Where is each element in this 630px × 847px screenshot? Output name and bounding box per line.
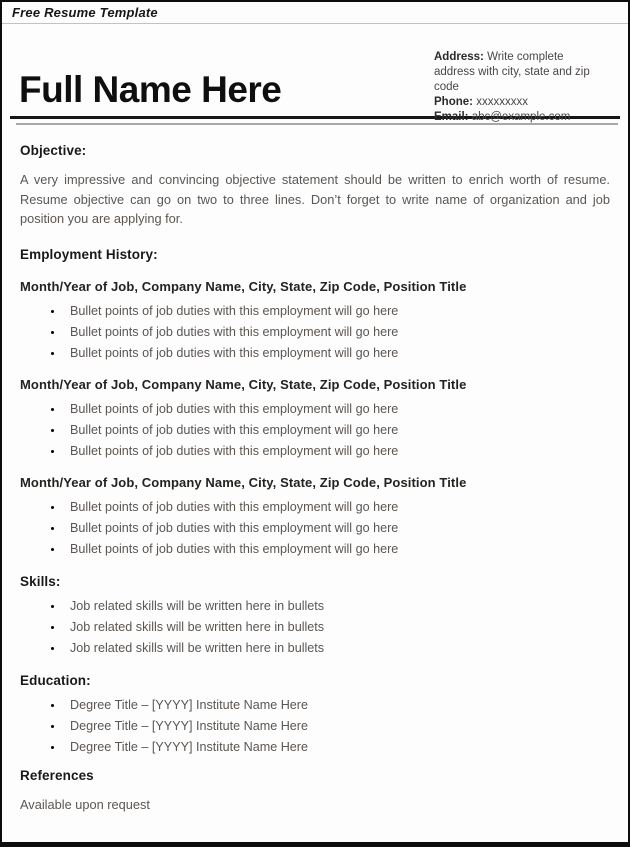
education-heading: Education: bbox=[20, 672, 91, 688]
job-duty-item: • Bullet points of job duties with this employment will go here bbox=[64, 444, 610, 458]
employment-history-heading: Employment History: bbox=[20, 246, 158, 262]
address-label: Address: bbox=[434, 51, 484, 63]
job-entry bbox=[20, 377, 610, 458]
phone-label: Phone: bbox=[434, 96, 473, 108]
job-entry bbox=[20, 475, 610, 556]
skill-item: • Job related skills will be written here in bullets bbox=[64, 620, 610, 634]
job-title: Month/Year of Job, Company Name, City, State, Zip Code, Position Title bbox=[20, 376, 467, 392]
education-item: • Degree Title – [YYYY] Institute Name Here bbox=[64, 740, 610, 754]
job-duty-item: • Bullet points of job duties with this employment will go here bbox=[64, 521, 610, 535]
references-text: Available upon request bbox=[20, 796, 150, 812]
resume-header bbox=[2, 24, 628, 123]
job-duties-list bbox=[20, 304, 610, 360]
full-name-title: Full Name Here bbox=[19, 69, 282, 110]
job-duty-item: • Bullet points of job duties with this employment will go here bbox=[64, 500, 610, 514]
skills-list bbox=[20, 599, 610, 655]
education-list bbox=[20, 698, 610, 754]
job-title: Month/Year of Job, Company Name, City, State, Zip Code, Position Title bbox=[20, 278, 467, 294]
job-duty-item: • Bullet points of job duties with this employment will go here bbox=[64, 325, 610, 339]
phone-value: xxxxxxxxx bbox=[476, 96, 528, 108]
job-duty-item: • Bullet points of job duties with this employment will go here bbox=[64, 346, 610, 360]
address-value: Write complete address with city, state and zip code bbox=[434, 51, 590, 93]
skills-heading: Skills: bbox=[20, 573, 61, 589]
references-heading: References bbox=[20, 767, 94, 783]
education-item: • Degree Title – [YYYY] Institute Name Here bbox=[64, 719, 610, 733]
resume-body bbox=[2, 143, 628, 812]
job-duties-list bbox=[20, 500, 610, 556]
job-duty-item: • Bullet points of job duties with this employment will go here bbox=[64, 542, 610, 556]
email-label: Email: bbox=[434, 111, 469, 123]
job-title: Month/Year of Job, Company Name, City, State, Zip Code, Position Title bbox=[20, 474, 467, 490]
free-resume-template-tagline: Free Resume Template bbox=[2, 2, 628, 24]
objective-heading: Objective: bbox=[20, 143, 87, 158]
job-entry bbox=[20, 279, 610, 360]
skill-item: • Job related skills will be written here in bullets bbox=[64, 641, 610, 655]
education-item: • Degree Title – [YYYY] Institute Name Here bbox=[64, 698, 610, 712]
contact-block bbox=[434, 50, 606, 125]
objective-paragraph: A very impressive and convincing objective statement should be written to enrich worth of resume. Resume objective can go on two to three lines. Don’t forget to write name of organization and job position you are applying for. bbox=[20, 172, 610, 226]
job-duties-list bbox=[20, 402, 610, 458]
job-duty-item: • Bullet points of job duties with this employment will go here bbox=[64, 304, 610, 318]
job-duty-item: • Bullet points of job duties with this employment will go here bbox=[64, 402, 610, 416]
skill-item: • Job related skills will be written here in bullets bbox=[64, 599, 610, 613]
job-duty-item: • Bullet points of job duties with this employment will go here bbox=[64, 423, 610, 437]
email-value: abc@example.com bbox=[471, 111, 571, 123]
